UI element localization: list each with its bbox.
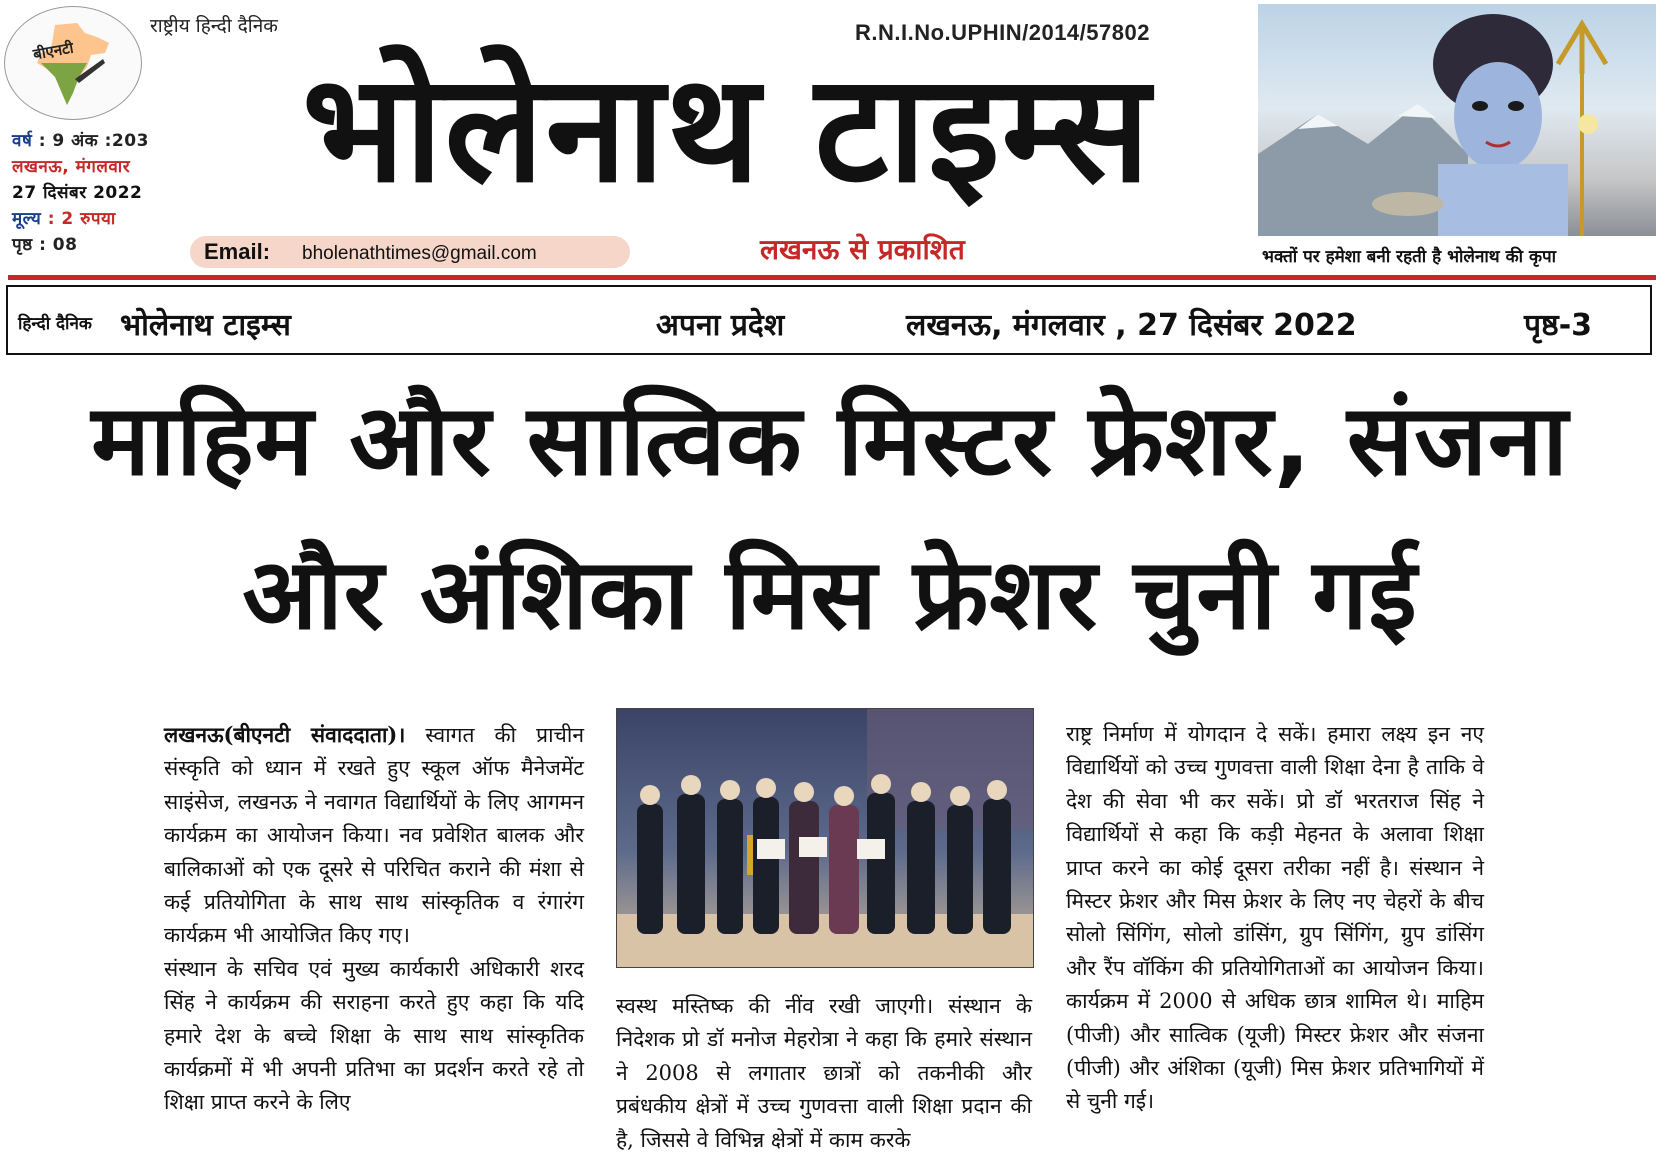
strip-page-number: पृष्ठ-3 — [1524, 308, 1593, 343]
headline-line-2: और अंशिका मिस फ्रेशर चुनी गई — [242, 538, 1418, 652]
paragraph — [164, 718, 584, 953]
strip-paper-label: हिन्दी दैनिक — [18, 314, 92, 334]
city-day: लखनऊ, मंगलवार — [12, 157, 131, 177]
strip-section: अपना प्रदेश — [656, 308, 785, 343]
article-column-3 — [1066, 718, 1484, 1119]
paragraph: संस्थान के सचिव एवं मुख्य कार्यकारी अधिकारी शरद सिंह ने कार्यक्रम की सराहना करते हुए कहा कि यदि हमारे देश के बच्चे शिक्षा के साथ साथ सांस्कृतिक कार्यक्रमों में भी अपनी प्रतिभा का प्रदर्शन करते रहे तो शिक्षा प्राप्त करने के लिए — [164, 956, 584, 1115]
volume-value: : 9 अंक :203 — [38, 131, 149, 151]
article-column-1 — [164, 718, 584, 1120]
logo-text: बीएनटी — [31, 38, 75, 64]
price-label: मूल्य — [12, 209, 42, 229]
price-line — [12, 206, 116, 229]
shiva-illustration — [1258, 4, 1656, 236]
photo-caption: भक्तों पर हमेशा बनी रहती है भोलेनाथ की कृपा — [1262, 247, 1557, 267]
volume-label: वर्ष — [12, 131, 33, 151]
published-from: लखनऊ से प्रकाशित — [760, 233, 965, 266]
masthead-divider — [8, 275, 1656, 280]
shiva-photo — [1258, 4, 1656, 236]
newspaper-logo — [4, 6, 142, 120]
paragraph: राष्ट्र निर्माण में योगदान दे सकें। हमारा लक्ष्य इन नए विद्यार्थियों को उच्च गुणवत्ता वाली शिक्षा देना है ताकि वे देश की सेवा भी कर सकें। प्रो डॉ भरतराज सिंह ने विद्यार्थियों से कहा कि कड़ी मेहनत के अलावा शिक्षा प्राप्त करने का कोई दूसरा तरीका नहीं है। संस्थान ने मिस्टर फ्रेशर और मिस फ्रेशर के लिए नए चेहरों के बीच सोलो सिंगिंग, सोलो डांसिंग, ग्रुप सिंगिंग, ग्रुप डांसिंग और रैंप वॉकिंग की प्रतियोगिताओं का आयोजन किया। कार्यक्रम में 2000 से अधिक छात्र शामिल थे। माहिम (पीजी) और सात्विक (यूजी) मिस्टर फ्रेशर और संजना (पीजी) और अंशिका (यूजी) मिस फ्रेशर प्रतिभागियों में से चुनी गई। — [1066, 722, 1484, 1114]
tagline: राष्ट्रीय हिन्दी दैनिक — [150, 15, 278, 37]
event-photo — [616, 708, 1034, 968]
strip-paper-name: भोलेनाथ टाइम्स — [120, 308, 291, 343]
article-dateline: लखनऊ(बीएनटी संवाददाता)। — [164, 722, 406, 747]
issue-date: 27 दिसंबर 2022 — [12, 183, 143, 203]
volume-line — [12, 128, 149, 151]
strip-dateline: लखनऊ, मंगलवार , 27 दिसंबर 2022 — [906, 308, 1357, 343]
headline-line-1: माहिम और सात्विक मिस्टर फ्रेशर, संजना — [91, 384, 1569, 498]
article-column-2 — [616, 990, 1032, 1157]
email-label: Email: — [204, 239, 271, 264]
page-strip — [6, 285, 1652, 355]
paragraph-text: स्वागत की प्राचीन संस्कृति को ध्यान में रखते हुए स्कूल ऑफ मैनेजमेंट साइंसेज, लखनऊ ने नवागत विद्यार्थियों के लिए आगमन कार्यक्रम का आयोजन किया। नव प्रवेशित बालक और बालिकाओं को एक दूसरे से परिचित कराने की मंशा से कई प्रतियोगिता के साथ साथ सांस्कृतिक व रंगारंग कार्यक्रम भी आयोजित किए गए। — [164, 723, 584, 948]
masthead-title: भोलेनाथ टाइम्स — [302, 42, 1152, 216]
email-address: bholenathtimes@gmail.com — [302, 243, 537, 264]
pages-label: पृष्ठ — [12, 235, 33, 255]
paragraph: स्वस्थ मस्तिष्क की नींव रखी जाएगी। संस्थान के निदेशक प्रो डॉ मनोज मेहरोत्रा ने कहा कि हमारे संस्थान ने 2008 से लगातार छात्रों को तकनीकी और प्रबंधकीय क्षेत्रों में उच्च गुणवत्ता वाली शिक्षा प्रदान की है, जिससे वे विभिन्न क्षेत्रों में काम करके — [616, 994, 1032, 1152]
pages-value: : 08 — [39, 235, 78, 255]
award-ceremony-photo — [617, 709, 1033, 967]
rni-number: R.N.I.No.UPHIN/2014/57802 — [855, 20, 1150, 45]
pages-line — [12, 232, 77, 255]
india-map-icon — [25, 19, 115, 109]
email-pill — [190, 236, 630, 268]
price-value: : 2 रुपया — [47, 209, 116, 229]
